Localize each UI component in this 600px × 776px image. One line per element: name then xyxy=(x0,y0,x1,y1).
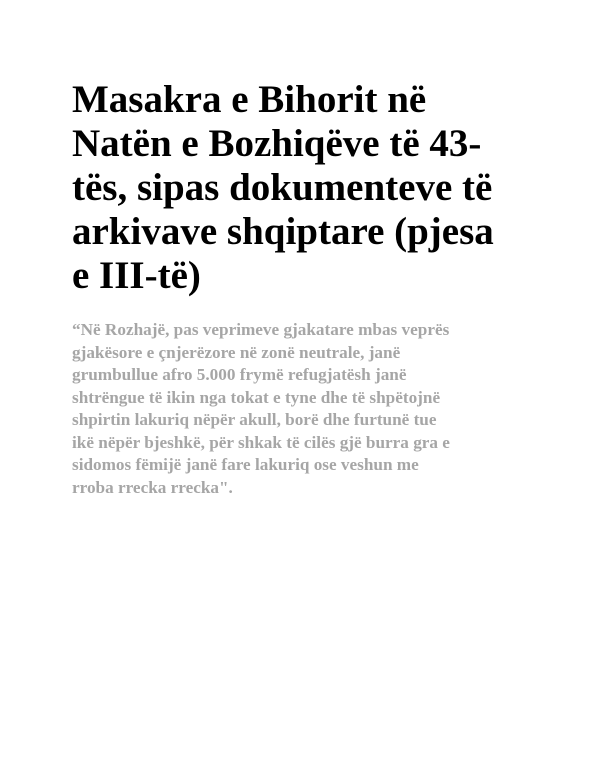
article-title: Masakra e Bihorit në Natën e Bozhiqëve të 43- tës, sipas dokumenteve të arkivave shqiptare (pjesa e III-të) xyxy=(72,78,494,297)
article-lead-quote: “Në Rozhajë, pas veprimeve gjakatare mbas veprës gjakësore e çnjerëzore në zonë neutrale, janë grumbullue afro 5.000 frymë refugjatësh janë shtrëngue të ikin nga tokat e tyne dhe të shpëtojnë shpirtin lakuriq nëpër akull, borë dhe furtunë tue ikë nëpër bjeshkë, për shkak të cilës gjë burra gra e sidomos fëmijë janë fare lakuriq ose veshun me rroba rrecka rrecka". xyxy=(72,320,450,497)
